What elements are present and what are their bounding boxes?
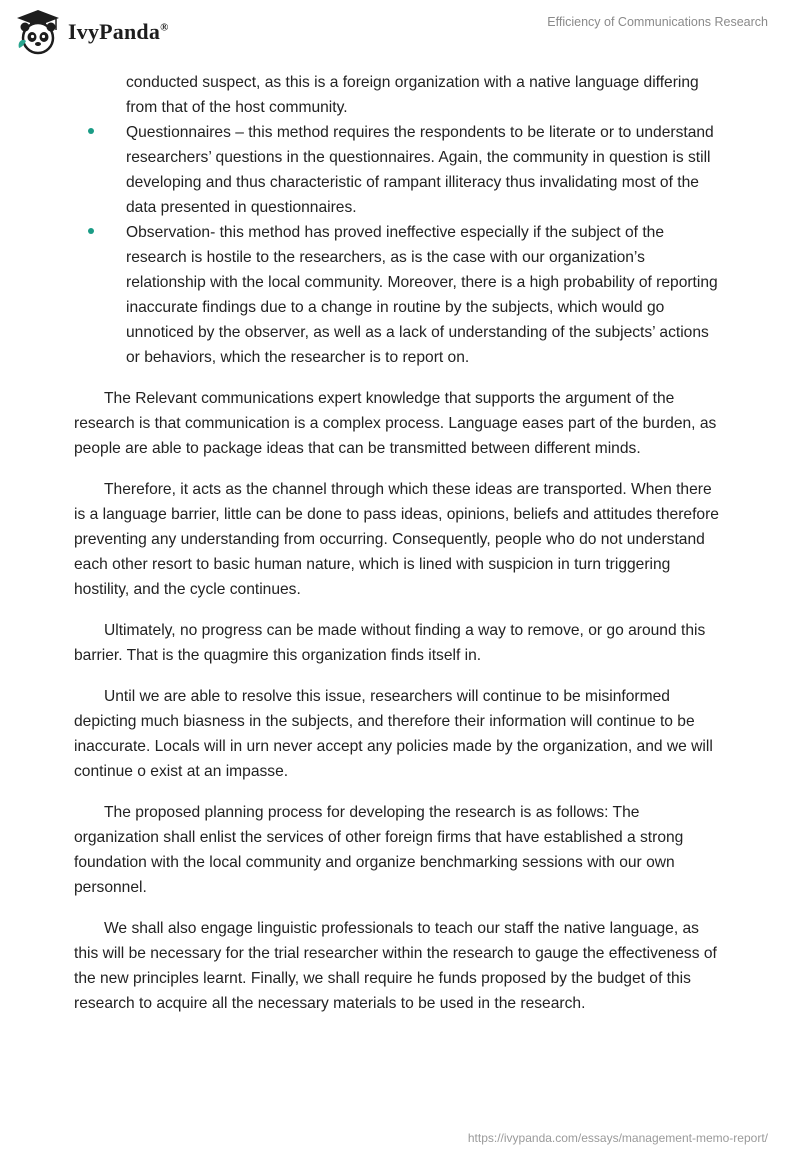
paragraph: Until we are able to resolve this issue, researchers will continue to be misinformed depicting much biasness in the subjects, and therefore their information will continue to be inaccurate. Locals will in urn never accept any policies made by the organization, and we will continue o exist at an impasse. <box>74 688 713 780</box>
ivypanda-logo[interactable] <box>14 8 169 56</box>
source-url-link[interactable]: https://ivypanda.com/essays/management-memo-report/ <box>467 1131 768 1145</box>
list-item-text: Questionnaires – this method requires the respondents to be literate or to understand researchers’ questions in the questionnaires. Again, the community in question is still developing and thus characteristic of rampant illiteracy thus invalidating most of the data presented in questionnaires. <box>126 124 714 216</box>
paragraph: The proposed planning process for developing the research is as follows: The organization shall enlist the services of other foreign firms that have established a strong foundation with the local community and organize benchmarking sessions with our own personnel. <box>74 804 684 896</box>
bullet-icon <box>88 128 94 134</box>
document-title: Efficiency of Communications Research <box>547 15 768 29</box>
bullet-icon <box>88 228 94 234</box>
continued-list-text: conducted suspect, as this is a foreign organization with a native language differing from that of the host community. <box>126 74 699 116</box>
methods-list <box>74 120 724 370</box>
list-item-text: Observation- this method has proved ineffective especially if the subject of the research is hostile to the researchers, as is the case with our organization’s relationship with the local community. Moreover, there is a high probability of reporting inaccurate findings due to a change in routine by the subjects, which would go unnoticed by the observer, as well as a lack of understanding of the subjects’ actions or behaviors, which the researcher is to report on. <box>126 224 718 366</box>
page-header <box>0 0 800 70</box>
panda-graduate-icon <box>14 8 62 56</box>
list-item <box>74 220 724 370</box>
essay-body <box>74 70 724 1016</box>
paragraph: We shall also engage linguistic professionals to teach our staff the native language, as this will be necessary for the trial researcher within the research to gauge the effectiveness of the new principles learnt. Finally, we shall require he funds proposed by the budget of this research to acquire all the necessary materials to be used in the research. <box>74 920 717 1012</box>
paragraph: The Relevant communications expert knowledge that supports the argument of the research is that communication is a complex process. Language eases part of the burden, as people are able to package ideas that can be transmitted between different minds. <box>74 390 717 457</box>
brand-name: IvyPanda® <box>68 19 169 44</box>
paragraph: Ultimately, no progress can be made without finding a way to remove, or go around this barrier. That is the quagmire this organization finds itself in. <box>74 622 706 664</box>
paragraph: Therefore, it acts as the channel through which these ideas are transported. When there is a language barrier, little can be done to pass ideas, opinions, beliefs and attitudes therefore preventing any understanding from occurring. Consequently, people who do not understand each other resort to basic human nature, which is lined with suspicion in turn triggering hostility, and the cycle continues. <box>74 481 719 598</box>
list-item <box>74 120 724 220</box>
